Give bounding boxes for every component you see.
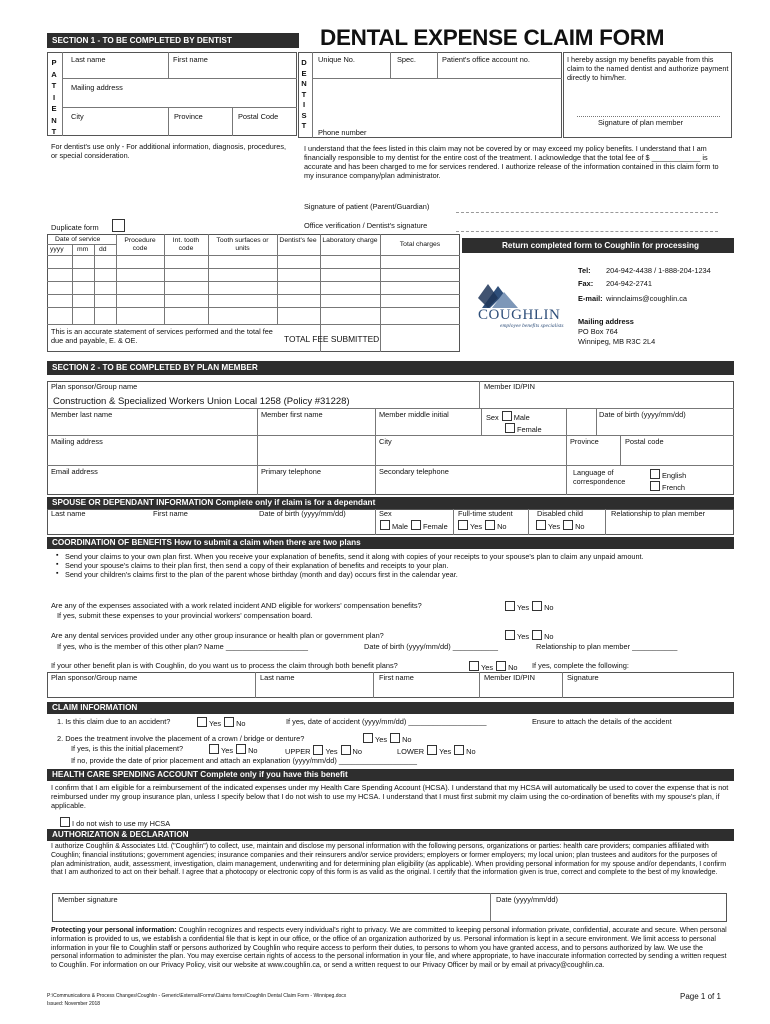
cob-bullets: [51, 552, 726, 579]
office-verification-label: Office verification / Dentist's signature: [304, 221, 428, 230]
english-checkbox[interactable]: [650, 469, 660, 479]
member-city-label: City: [379, 437, 392, 446]
hcsa-opt-out: I do not wish to use my HCSA: [57, 817, 170, 829]
mailing-line-1: PO Box 764: [578, 327, 618, 336]
spouse-female-checkbox[interactable]: [411, 520, 421, 530]
total-charges-header: Total charges: [399, 241, 441, 248]
cob-q3: If your other benefit plan is with Coughlin, do you want us to process the claim through both benefit plans?: [51, 661, 398, 670]
hcsa-opt-out-checkbox[interactable]: [60, 817, 70, 827]
spec-label: Spec.: [397, 55, 416, 64]
procedure-code-header: Procedure code: [124, 237, 156, 253]
member-last-name-label: Member last name: [51, 410, 113, 419]
initial-yes-checkbox[interactable]: [209, 744, 219, 754]
english-option: English: [647, 469, 686, 481]
total-fee-submitted-label: TOTAL FEE SUBMITTED: [284, 334, 380, 344]
member-middle-label: Member middle initial: [379, 410, 449, 419]
member-province-label: Province: [570, 437, 599, 446]
patient-signature-line[interactable]: [456, 203, 718, 213]
lower-yes-checkbox[interactable]: [427, 745, 437, 755]
int-tooth-header: Int. tooth code: [172, 237, 200, 253]
signature-grid: [52, 893, 727, 922]
claim-q1-date: If yes, date of accident (yyyy/mm/dd) ___________________: [286, 717, 487, 726]
phone-number-label: Phone number: [318, 128, 367, 137]
member-sex-label: Sex Male: [486, 413, 530, 422]
cob-q1-options: Yes No: [502, 601, 554, 613]
spouse-disabled-label: Disabled child: [537, 509, 584, 518]
cob-sponsor-label: Plan sponsor/Group name: [51, 673, 138, 682]
tel-value: 204-942-4438 / 1-888-204-1234: [606, 266, 711, 275]
unique-no-label: Unique No.: [318, 55, 355, 64]
cob-header: COORDINATION OF BENEFITS How to submit a claim when there are two plans: [47, 537, 734, 549]
accident-yes-checkbox[interactable]: [197, 717, 207, 727]
tooth-surfaces-header: Tooth surfaces or units: [216, 237, 269, 253]
q2-yes-checkbox[interactable]: [505, 630, 515, 640]
coughlin-mark-icon: [478, 272, 518, 308]
lower-no-checkbox[interactable]: [454, 745, 464, 755]
q3-no-checkbox[interactable]: [496, 661, 506, 671]
member-mailing-label: Mailing address: [51, 437, 103, 446]
assign-text: I hereby assign my benefits payable from this claim to the named dentist and authorize payment directly to him/her.: [567, 55, 729, 83]
spouse-male-checkbox[interactable]: [380, 520, 390, 530]
cob-bullet-3: ▪ Send your children's claims first to the plan of the parent whose birthday (month and day) occurs first in the calendar year.: [51, 570, 726, 579]
accurate-statement: This is an accurate statement of services performed and the total fee due and payable, E. & OE.: [51, 327, 273, 346]
student-no-checkbox[interactable]: [485, 520, 495, 530]
mailing-address-label: Mailing address: [578, 317, 634, 326]
spouse-dob-label: Date of birth (yyyy/mm/dd): [259, 509, 346, 518]
coughlin-tagline: employee benefits specialists: [500, 323, 564, 329]
member-female-option: Female: [502, 423, 542, 435]
claim-q2-prior: If no, provide the date of prior placement and attach an explanation (yyyy/mm/dd) ___________________: [71, 756, 417, 765]
member-id-label: Member ID/PIN: [484, 382, 535, 391]
cob-q2-options: Yes No: [502, 630, 554, 642]
french-option: French: [647, 481, 685, 493]
patient-city-label: City: [71, 112, 84, 121]
patient-mailing-label: Mailing address: [71, 83, 123, 92]
spouse-header: SPOUSE OR DEPENDANT INFORMATION Complete only if claim is for a dependant: [47, 497, 734, 509]
cob-q3-options: Yes No: [466, 661, 518, 673]
cob-q1-note: If yes, submit these expenses to your provincial workers' compensation board.: [57, 611, 313, 620]
section1-header: SECTION 1 - TO BE COMPLETED BY DENTIST: [47, 33, 299, 48]
mm-header: mm: [77, 246, 89, 253]
cob-bullet-2: ▪ Send your spouse's claims to their plan first, then send a copy of their explanation of benefits and receipts to your plan.: [51, 561, 726, 570]
hcsa-text: I confirm that I am eligible for a reimbursement of the indicated expenses under my Health Care Spending Account (HCSA). I understand that my HCSA will automatically be used to cover the expense that is not reimbursed under my group insurance plan, unless I specify below that I do not wish to use my HCSA. I understand that I must first submit my claim using the co-ordination of benefits with my spouse's plan, if applicable.: [51, 783, 729, 811]
upper-no-checkbox[interactable]: [341, 745, 351, 755]
member-dob-label: Date of birth (yyyy/mm/dd): [599, 410, 686, 419]
claim-q1-attach: Ensure to attach the details of the accident: [532, 717, 672, 726]
q1-yes-checkbox[interactable]: [505, 601, 515, 611]
plan-sponsor-label: Plan sponsor/Group name: [51, 382, 138, 391]
cob-q2-dob: Date of birth (yyyy/mm/dd) ___________: [364, 642, 498, 651]
spouse-first-label: First name: [153, 509, 188, 518]
patient-vertical-label: P A T I E N T: [51, 58, 57, 136]
return-header: Return completed form to Coughlin for processing: [462, 238, 734, 253]
member-signature-label: Member signature: [58, 895, 118, 904]
lab-charge-header: Laboratory charge: [322, 237, 378, 244]
coughlin-logo: [478, 272, 568, 334]
french-checkbox[interactable]: [650, 481, 660, 491]
dentist-vertical-label: D E N T I S T: [301, 58, 307, 130]
coughlin-logo-text: COUGHLIN: [478, 307, 561, 323]
disabled-no-checkbox[interactable]: [563, 520, 573, 530]
dentist-block: [298, 52, 562, 138]
claim-upper: UPPER Yes No: [285, 747, 362, 756]
claim-q2-initial: If yes, is this the initial placement?: [71, 744, 184, 753]
primary-telephone-label: Primary telephone: [261, 467, 321, 476]
member-postal-label: Postal code: [625, 437, 664, 446]
authorization-header: AUTHORIZATION & DECLARATION: [47, 829, 734, 841]
footer-path: P:\Communications & Process Changes\Coughlin - Generic\External\Forms\Claims forms\Coughlin Dental Claim Form - Winnipeg.docx: [47, 993, 347, 999]
cob-last-label: Last name: [260, 673, 295, 682]
hcsa-header: HEALTH CARE SPENDING ACCOUNT Complete only if you have this benefit: [47, 769, 734, 781]
q2-no-checkbox[interactable]: [532, 630, 542, 640]
claim-q1-options: Yes No: [194, 717, 246, 729]
language-label: Language of correspondence: [573, 468, 626, 487]
claim-q2-initial-options: Yes No: [206, 744, 258, 756]
initial-no-checkbox[interactable]: [236, 744, 246, 754]
spouse-relationship-label: Relationship to plan member: [611, 509, 706, 518]
fax-label: Fax:: [578, 279, 594, 288]
spouse-sex-label: Sex: [379, 509, 392, 518]
understand-text: I understand that the fees listed in this claim may not be covered by or may exceed my policy benefits. I understand that I am financially responsible to my dentist for the entire cost of the treatment. I acknowledge that the total fee of $ ____________ is accurate and has been charged to me for services rendered. I authorize release of the information contained in this claim form to my insurance company/plan administrator.: [304, 144, 719, 181]
mailing-line-2: Winnipeg, MB R3C 2L4: [578, 337, 656, 346]
secondary-telephone-label: Secondary telephone: [379, 467, 449, 476]
cob-q1: Are any of the expenses associated with a work related incident AND eligible for workers' compensation benefits?: [51, 601, 422, 610]
spouse-disabled-options: Yes No: [533, 520, 585, 532]
patient-postal-label: Postal Code: [238, 112, 279, 121]
claim-q2-options: Yes No: [360, 733, 412, 745]
office-verification-line[interactable]: [456, 222, 718, 232]
q1-no-checkbox[interactable]: [532, 601, 542, 611]
cob-q3-note: If yes, complete the following:: [532, 661, 629, 670]
fax-value: 204-942-2741: [606, 279, 653, 288]
dd-header: dd: [99, 246, 107, 253]
claim-q2: 2. Does the treatment involve the placement of a crown / bridge or denture?: [57, 734, 305, 743]
claim-lower: LOWER Yes No: [397, 747, 476, 756]
cob-q2-relationship: Relationship to plan member ___________: [536, 642, 678, 651]
dentist-use-text: For dentist's use only - For additional information, diagnosis, procedures, or special consideration.: [51, 142, 287, 161]
spouse-last-label: Last name: [51, 509, 86, 518]
duplicate-form-checkbox[interactable]: [112, 219, 125, 232]
cob-bullet-1: ▪ Send your claims to your own plan first. When you receive your explanation of benefits, send it along with copies of your receipts to your spouse's plan to claim any unpaid amount.: [51, 552, 726, 561]
privacy-label: Protecting your personal information:: [51, 927, 177, 934]
male-checkbox[interactable]: [502, 411, 512, 421]
plan-sponsor-value[interactable]: Construction & Specialized Workers Union Local 1258 (Policy #31228): [53, 396, 350, 407]
female-checkbox[interactable]: [505, 423, 515, 433]
plan-member-signature-label: Signature of plan member: [598, 118, 684, 127]
patient-last-name-label: Last name: [71, 55, 106, 64]
member-email-label: Email address: [51, 467, 98, 476]
signature-date-label: Date (yyyy/mm/dd): [496, 895, 559, 904]
page-number: Page 1 of 1: [680, 992, 721, 1001]
cob-q2-name: If yes, who is the member of this other plan? Name ____________________: [57, 642, 309, 651]
duplicate-form-label: Duplicate form: [51, 223, 99, 232]
claim-q1: 1. Is this claim due to an accident?: [57, 717, 171, 726]
cob-id-label: Member ID/PIN: [484, 673, 535, 682]
crown-yes-checkbox[interactable]: [363, 733, 373, 743]
cob-q2: Are any dental services provided under any other group insurance or health plan or government plan?: [51, 631, 384, 640]
footer-issued: Issued: November 2018: [47, 1001, 101, 1007]
crown-no-checkbox[interactable]: [390, 733, 400, 743]
email-label: E-mail:: [578, 294, 603, 303]
patient-first-name-label: First name: [173, 55, 208, 64]
section2-header: SECTION 2 - TO BE COMPLETED BY PLAN MEMBER: [47, 361, 734, 375]
date-of-service-header: Date of service: [55, 236, 101, 243]
form-title: DENTAL EXPENSE CLAIM FORM: [320, 25, 665, 50]
privacy-body: Coughlin recognizes and respects every individual's right to privacy. We are committed to keeping personal information private, confidential, accurate and secure. When personal information is provided to us, we establish a confidential file that is kept in our office, or the office of an organization authorized by us. Personal information is kept in a secure environment. We limit access to personal information in your file to Coughlin staff or persons authorized by Coughlin who require access to perform their duties, to persons to whom you have granted access, and to persons authorized by law. We use the personal information to administer the plan. You may exercise certain rights of access to the personal information in your file, and where appropriate, to have inaccurate information corrected by sending a written request to Coughlin. For information on our Privacy Policy, visit our website at www.coughlin.ca, or send a written request to our Privacy Officer by mail or by email at privacy@coughlin.ca.: [51, 927, 727, 969]
spouse-sex-options: Male Female: [377, 520, 448, 532]
cob-first-label: First name: [379, 673, 414, 682]
tel-label: Tel:: [578, 266, 591, 275]
spouse-student-options: Yes No: [455, 520, 507, 532]
dentists-fee-header: Dentist's fee: [279, 237, 317, 244]
disabled-yes-checkbox[interactable]: [536, 520, 546, 530]
cob-signature-label: Signature: [567, 673, 599, 682]
patient-province-label: Province: [174, 112, 203, 121]
q3-yes-checkbox[interactable]: [469, 661, 479, 671]
claim-info-header: CLAIM INFORMATION: [47, 702, 734, 714]
accident-no-checkbox[interactable]: [224, 717, 234, 727]
patient-signature-label: Signature of patient (Parent/Guardian): [304, 202, 430, 211]
patients-office-label: Patient's office account no.: [442, 55, 530, 64]
authorization-text: I authorize Coughlin & Associates Ltd. ("Coughlin") to collect, use, maintain and disclose my personal information with the following persons, organizations or parties: health care providers; companies affiliated with Coughlin; financial institutions; government agencies; insurance companies and their reinsurers and/or service providers; employers or former employers; my local union; plan trustees and auditors for the purposes of plan administration, audit, assessment, investigation, claim management, underwriting and for determining plan eligibility (as applicable). When providing personal information for my spouse and/or dependants, I confirm that I am authorized to act on their behalf. I agree that a photocopy or electronic copy of this form is as valid as the original. I certify that the information given is true, correct and complete to the best of my knowledge.: [51, 843, 727, 877]
email-value[interactable]: winnclaims@coughlin.ca: [606, 294, 688, 303]
yyyy-header: yyyy: [50, 246, 64, 253]
spouse-student-label: Full-time student: [458, 509, 513, 518]
student-yes-checkbox[interactable]: [458, 520, 468, 530]
upper-yes-checkbox[interactable]: [313, 745, 323, 755]
privacy-text: [51, 927, 731, 971]
member-first-name-label: Member first name: [261, 410, 323, 419]
